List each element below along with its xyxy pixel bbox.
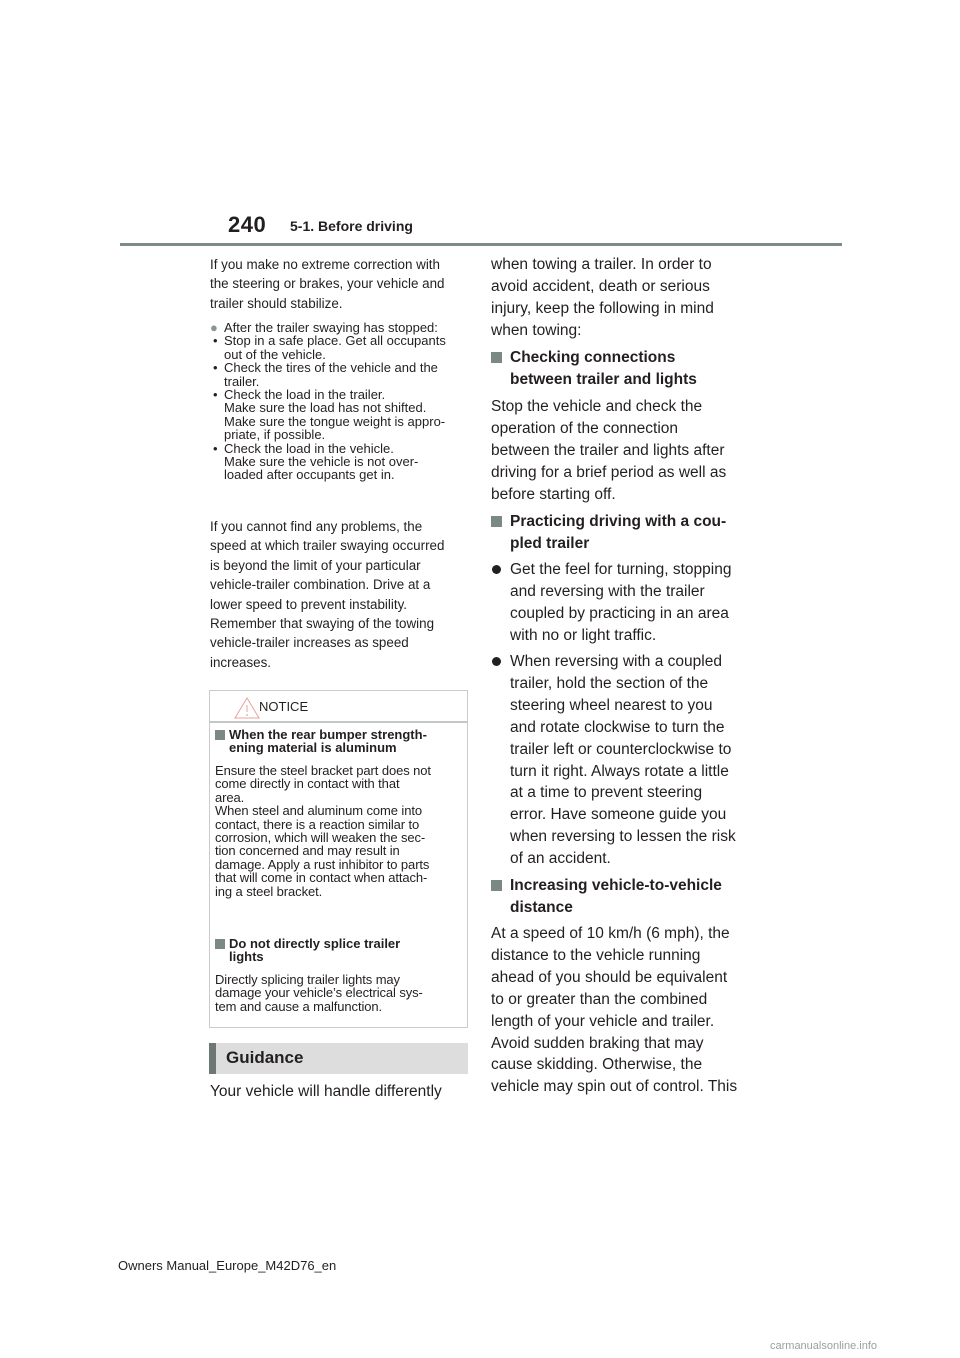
dash-icon: • — [213, 440, 218, 456]
dash-icon: • — [213, 387, 218, 403]
bullet-head: ● After the trailer swaying has stopped: — [210, 320, 438, 335]
square-bullet-icon — [491, 516, 502, 527]
page-number: 240 — [228, 212, 267, 237]
heading-checking-connections: Checking connections between trailer and lights — [491, 347, 751, 391]
dash-icon: • — [213, 360, 218, 376]
guidance-heading: Guidance — [209, 1043, 468, 1074]
paragraph-stabilize: If you make no extreme correction with the steering or brakes, your vehicle and trailer should stabilize. — [210, 257, 445, 311]
bullet-dot-icon — [492, 657, 501, 666]
notice-title: NOTICE — [259, 699, 309, 714]
paragraph-distance: At a speed of 10 km/h (6 mph), the distance to the vehicle running ahead of you should be equivalent to or greater than the combined length of your vehicle and trailer. Avoid sudden braking that may cause skidding. Otherwise, the vehicle may spin out of control. This — [491, 925, 738, 1096]
footer-doc-id: Owners Manual_Europe_M42D76_en — [118, 1258, 337, 1273]
bullet-dot-icon — [492, 565, 501, 574]
notice-header — [210, 691, 467, 723]
square-bullet-icon — [491, 352, 502, 363]
warning-triangle-icon — [234, 697, 260, 719]
heading-distance: Increasing vehicle-to-vehicle distance — [491, 875, 751, 919]
square-bullet-icon — [491, 880, 502, 891]
notice-heading-aluminum: When the rear bumper strength- ening material is aluminum — [215, 728, 475, 755]
list-item: • Check the load in the vehicle. Make sure the vehicle is not over- loaded after occupants get in. — [213, 440, 419, 483]
header-divider — [120, 243, 842, 246]
bullet-feel: Get the feel for turning, stopping and reversing with the trailer coupled by practicing in an area with no or light traffic. — [491, 559, 751, 647]
list-item: • Stop in a safe place. Get all occupants out of the vehicle. — [213, 333, 446, 362]
square-bullet-icon — [215, 939, 225, 949]
section-title: 5-1. Before driving — [290, 218, 413, 234]
bullet-icon: ● — [210, 320, 218, 335]
heading-practicing: Practicing driving with a cou- pled trailer — [491, 511, 751, 555]
watermark: carmanualsonline.info — [770, 1340, 878, 1352]
guidance-lead: Your vehicle will handle differently — [210, 1083, 442, 1100]
bullet-reversing: When reversing with a coupled trailer, hold the section of the steering wheel nearest to you and rotate clockwise to turn the trailer left or counterclockwise to turn it right. Always rotate a little at a time to prevent steering error. Have someone guide you when reversing to lessen the risk of an accident. — [491, 651, 751, 870]
list-item: • Check the load in the trailer. Make sure the load has not shifted. Make sure the tongue weight is appro- priate, if possible. — [213, 387, 446, 443]
notice-box — [209, 690, 468, 1028]
notice-text-splice: Directly splicing trailer lights may damage your vehicle’s electrical sys- tem and cause a malfunction. — [215, 972, 423, 1014]
paragraph-problems: If you cannot find any problems, the speed at which trailer swaying occurred is beyond the limit of your particular vehicle-trailer combination. Drive at a lower speed to prevent instability. Remember that swaying of the towing vehicle-trailer increases as speed increases. — [210, 519, 445, 670]
square-bullet-icon — [215, 730, 225, 740]
notice-text-aluminum: Ensure the steel bracket part does not come directly in contact with that area. When steel and aluminum come into contact, there is a reaction similar to corrosion, which will weaken the sec- tion concerned and may result in damage. Apply a rust inhibitor to parts that will come in contact when attach- ing a steel bracket. — [215, 763, 431, 899]
list-item: • Check the tires of the vehicle and the trailer. — [213, 360, 438, 389]
paragraph-intro: when towing a trailer. In order to avoid accident, death or serious injury, keep the following in mind when towing: — [491, 256, 714, 339]
dash-icon: • — [213, 333, 218, 349]
paragraph-check-operation: Stop the vehicle and check the operation of the connection between the trailer and lights after driving for a brief period as well as before starting off. — [491, 398, 727, 503]
after-swaying-list — [210, 321, 472, 482]
notice-heading-splice: Do not directly splice trailer lights — [215, 937, 475, 964]
